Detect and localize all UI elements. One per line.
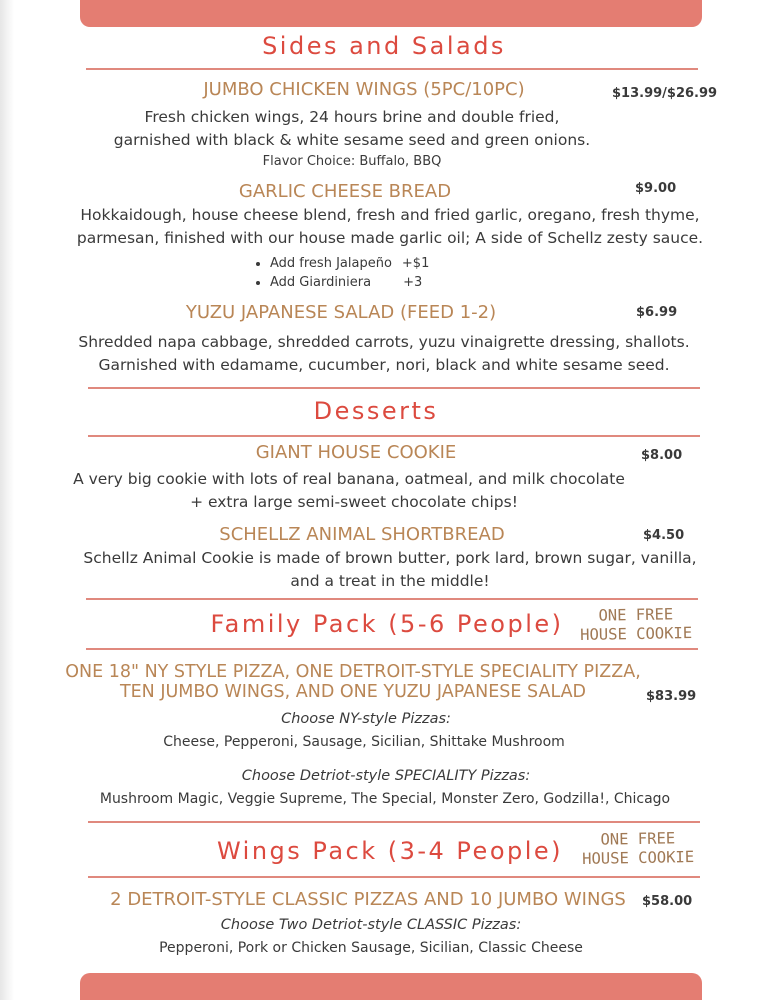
addon-label: Add Giardiniera (270, 275, 372, 290)
item-name-family-1: ONE 18" NY STYLE PIZZA, ONE DETROIT-STYLE SPECIALITY PIZZA, (65, 662, 641, 682)
classic-pizza-options: Pepperoni, Pork or Chicken Sausage, Sicilian, Classic Cheese (159, 940, 583, 956)
divider (88, 387, 700, 389)
free-cookie-stamp (568, 829, 709, 869)
item-desc-cookie-2: + extra large semi-sweet chocolate chips! (190, 493, 518, 511)
classic-pizza-heading: Choose Two Detriot-style CLASSIC Pizzas: (220, 917, 522, 933)
section-title-desserts: Desserts (313, 397, 439, 425)
item-price-shortbread: $4.50 (643, 528, 685, 543)
item-price-yuzu-salad: $6.99 (636, 305, 678, 320)
item-price-garlic-bread: $9.00 (635, 181, 677, 196)
item-name-wings: JUMBO CHICKEN WINGS (5PC/10PC) (203, 79, 525, 100)
addon-price: +$1 (401, 256, 430, 271)
free-cookie-stamp (566, 605, 707, 645)
item-flavor-wings: Flavor Choice: Buffalo, BBQ (262, 154, 442, 169)
item-name-family-2: TEN JUMBO WINGS, AND ONE YUZU JAPANESE SALAD (119, 682, 587, 702)
bottom-decorative-band (80, 973, 702, 1000)
divider (86, 68, 698, 70)
item-desc-shortbread-1: Schellz Animal Cookie is made of brown butter, pork lard, brown sugar, vanilla, (83, 549, 697, 567)
detroit-specialty-heading: Choose Detriot-style SPECIALITY Pizzas: (241, 768, 531, 784)
item-name-wings-pack: 2 DETROIT-STYLE CLASSIC PIZZAS AND 10 JUMBO WINGS (110, 889, 626, 910)
item-desc-yuzu-1: Shredded napa cabbage, shredded carrots, yuzu vinaigrette dressing, shallots. (78, 333, 690, 351)
section-title-sides: Sides and Salads (262, 32, 506, 60)
item-desc-garlic-1: Hokkaidough, house cheese blend, fresh and fried garlic, oregano, fresh thyme, (80, 206, 700, 224)
item-name-garlic-bread: GARLIC CHEESE BREAD (238, 181, 452, 202)
addon-item (270, 254, 429, 273)
item-desc-garlic-2: parmesan, finished with our house made garlic oil; A side of Schellz zesty sauce. (76, 229, 704, 247)
top-decorative-band (80, 0, 702, 27)
stamp-line: HOUSE COOKIE (580, 624, 693, 644)
item-desc-yuzu-2: Garnished with edamame, cucumber, nori, black and white sesame seed. (98, 356, 670, 374)
item-name-shortbread: SCHELLZ ANIMAL SHORTBREAD (219, 524, 505, 545)
divider (88, 821, 700, 823)
detroit-specialty-options: Mushroom Magic, Veggie Supreme, The Special, Monster Zero, Godzilla!, Chicago (99, 791, 671, 807)
item-desc-wings-2: garnished with black & white sesame seed and green onions. (113, 131, 591, 149)
addon-item (270, 273, 429, 292)
section-title-family-pack: Family Pack (5-6 People) (210, 610, 564, 638)
item-name-giant-cookie: GIANT HOUSE COOKIE (255, 442, 457, 463)
divider (88, 435, 700, 437)
section-title-wings-pack: Wings Pack (3-4 People) (216, 837, 564, 865)
addon-list (270, 254, 429, 292)
divider (88, 876, 700, 878)
ny-pizza-options: Cheese, Pepperoni, Sausage, Sicilian, Shittake Mushroom (163, 734, 565, 750)
stamp-line: HOUSE COOKIE (582, 848, 695, 868)
item-price-giant-cookie: $8.00 (641, 448, 683, 463)
item-desc-wings-1: Fresh chicken wings, 24 hours brine and double fried, (144, 108, 560, 126)
divider (86, 598, 698, 600)
item-desc-shortbread-2: and a treat in the middle! (290, 572, 490, 590)
item-price-family: $83.99 (646, 689, 697, 704)
stamp-line: ONE FREE (598, 605, 674, 625)
item-price-wings: $13.99/$26.99 (612, 86, 718, 101)
addon-label: Add fresh Jalapeño (270, 256, 392, 271)
ny-pizza-heading: Choose NY-style Pizzas: (281, 711, 451, 727)
addon-price: +3 (403, 275, 423, 290)
divider (86, 648, 698, 650)
stamp-line: ONE FREE (600, 829, 676, 849)
item-name-yuzu-salad: YUZU JAPANESE SALAD (FEED 1-2) (185, 302, 497, 323)
item-price-wings-pack: $58.00 (642, 894, 693, 909)
item-desc-cookie-1: A very big cookie with lots of real banana, oatmeal, and milk chocolate (73, 470, 625, 488)
